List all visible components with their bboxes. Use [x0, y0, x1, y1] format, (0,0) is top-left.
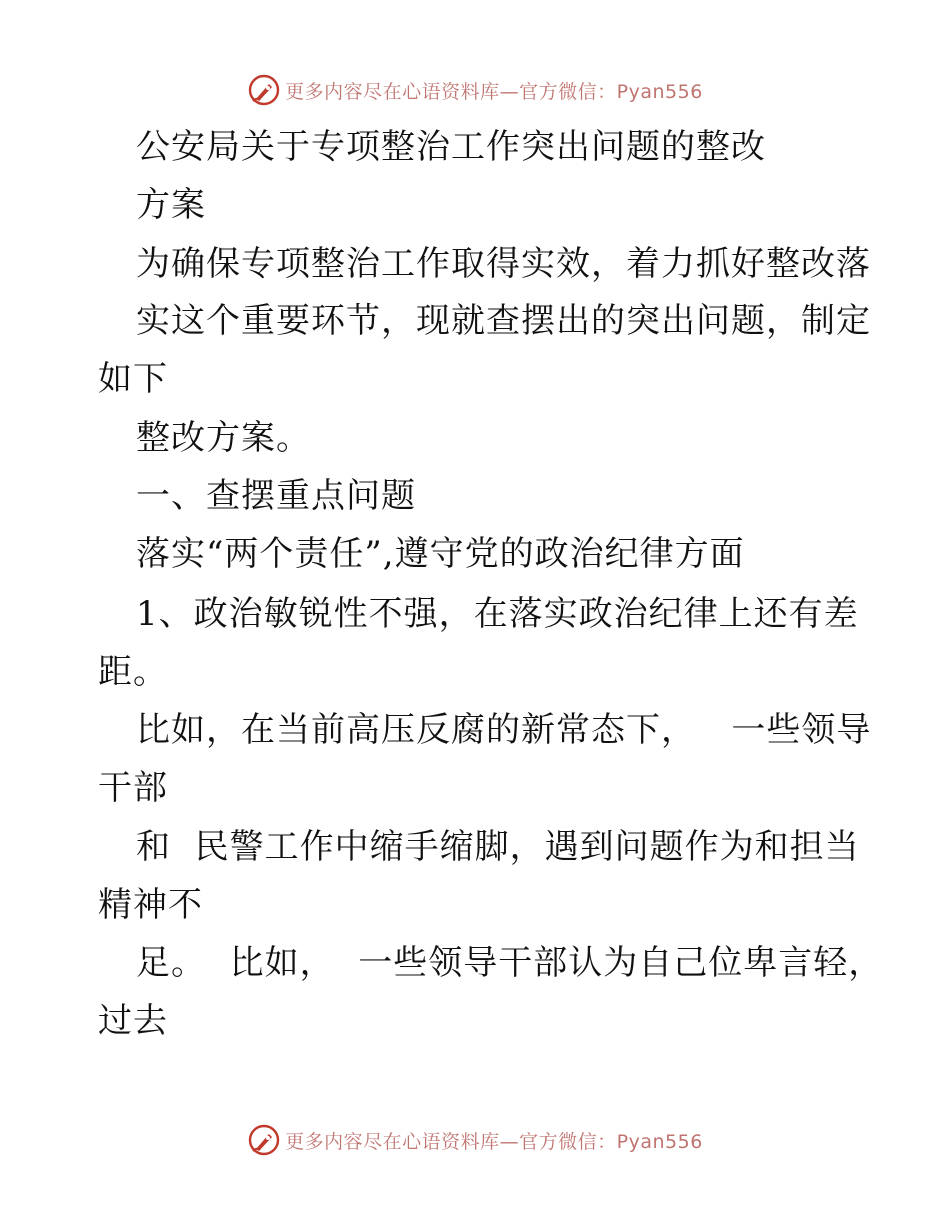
- watermark-text: 更多内容尽在心语资料库—官方微信：Pyan556: [285, 1130, 703, 1153]
- paragraph-line: 实这个重要环节，现就查摆出的突出问题，制定: [136, 301, 871, 341]
- paragraph-line: 过去: [98, 1001, 168, 1041]
- paragraph-line: 为确保专项整治工作取得实效，着力抓好整改落: [136, 244, 871, 284]
- paragraph-line: 比如，在当前高压反腐的新常态下， 一些领导: [136, 710, 872, 750]
- footer-watermark-banner: [0, 1120, 950, 1160]
- document-title-line-2: 方案: [136, 185, 206, 225]
- paragraph-line: 和 民警工作中缩手缩脚，遇到问题作为和担当: [136, 827, 860, 867]
- pen-nib-icon: [247, 73, 281, 107]
- paragraph-line: 干部: [98, 768, 168, 808]
- header-watermark-banner: [0, 70, 950, 110]
- subsection-heading: 落实“两个责任”,遵守党的政治纪律方面: [136, 534, 745, 574]
- paragraph-line: 足。 比如， 一些领导干部认为自己位卑言轻，: [136, 943, 884, 983]
- paragraph-line: 如下: [98, 359, 168, 399]
- document-title-line-1: 公安局关于专项整治工作突出问题的整改: [136, 127, 766, 167]
- paragraph-line: 精神不: [98, 885, 203, 925]
- paragraph-line: 距。: [98, 652, 168, 692]
- paragraph-line: 1、政治敏锐性不强，在落实政治纪律上还有差: [136, 594, 859, 634]
- paragraph-line: 整改方案。: [136, 418, 311, 458]
- section-heading: 一、查摆重点问题: [136, 476, 416, 516]
- pen-nib-icon: [247, 1123, 281, 1157]
- watermark-text: 更多内容尽在心语资料库—官方微信：Pyan556: [285, 80, 703, 103]
